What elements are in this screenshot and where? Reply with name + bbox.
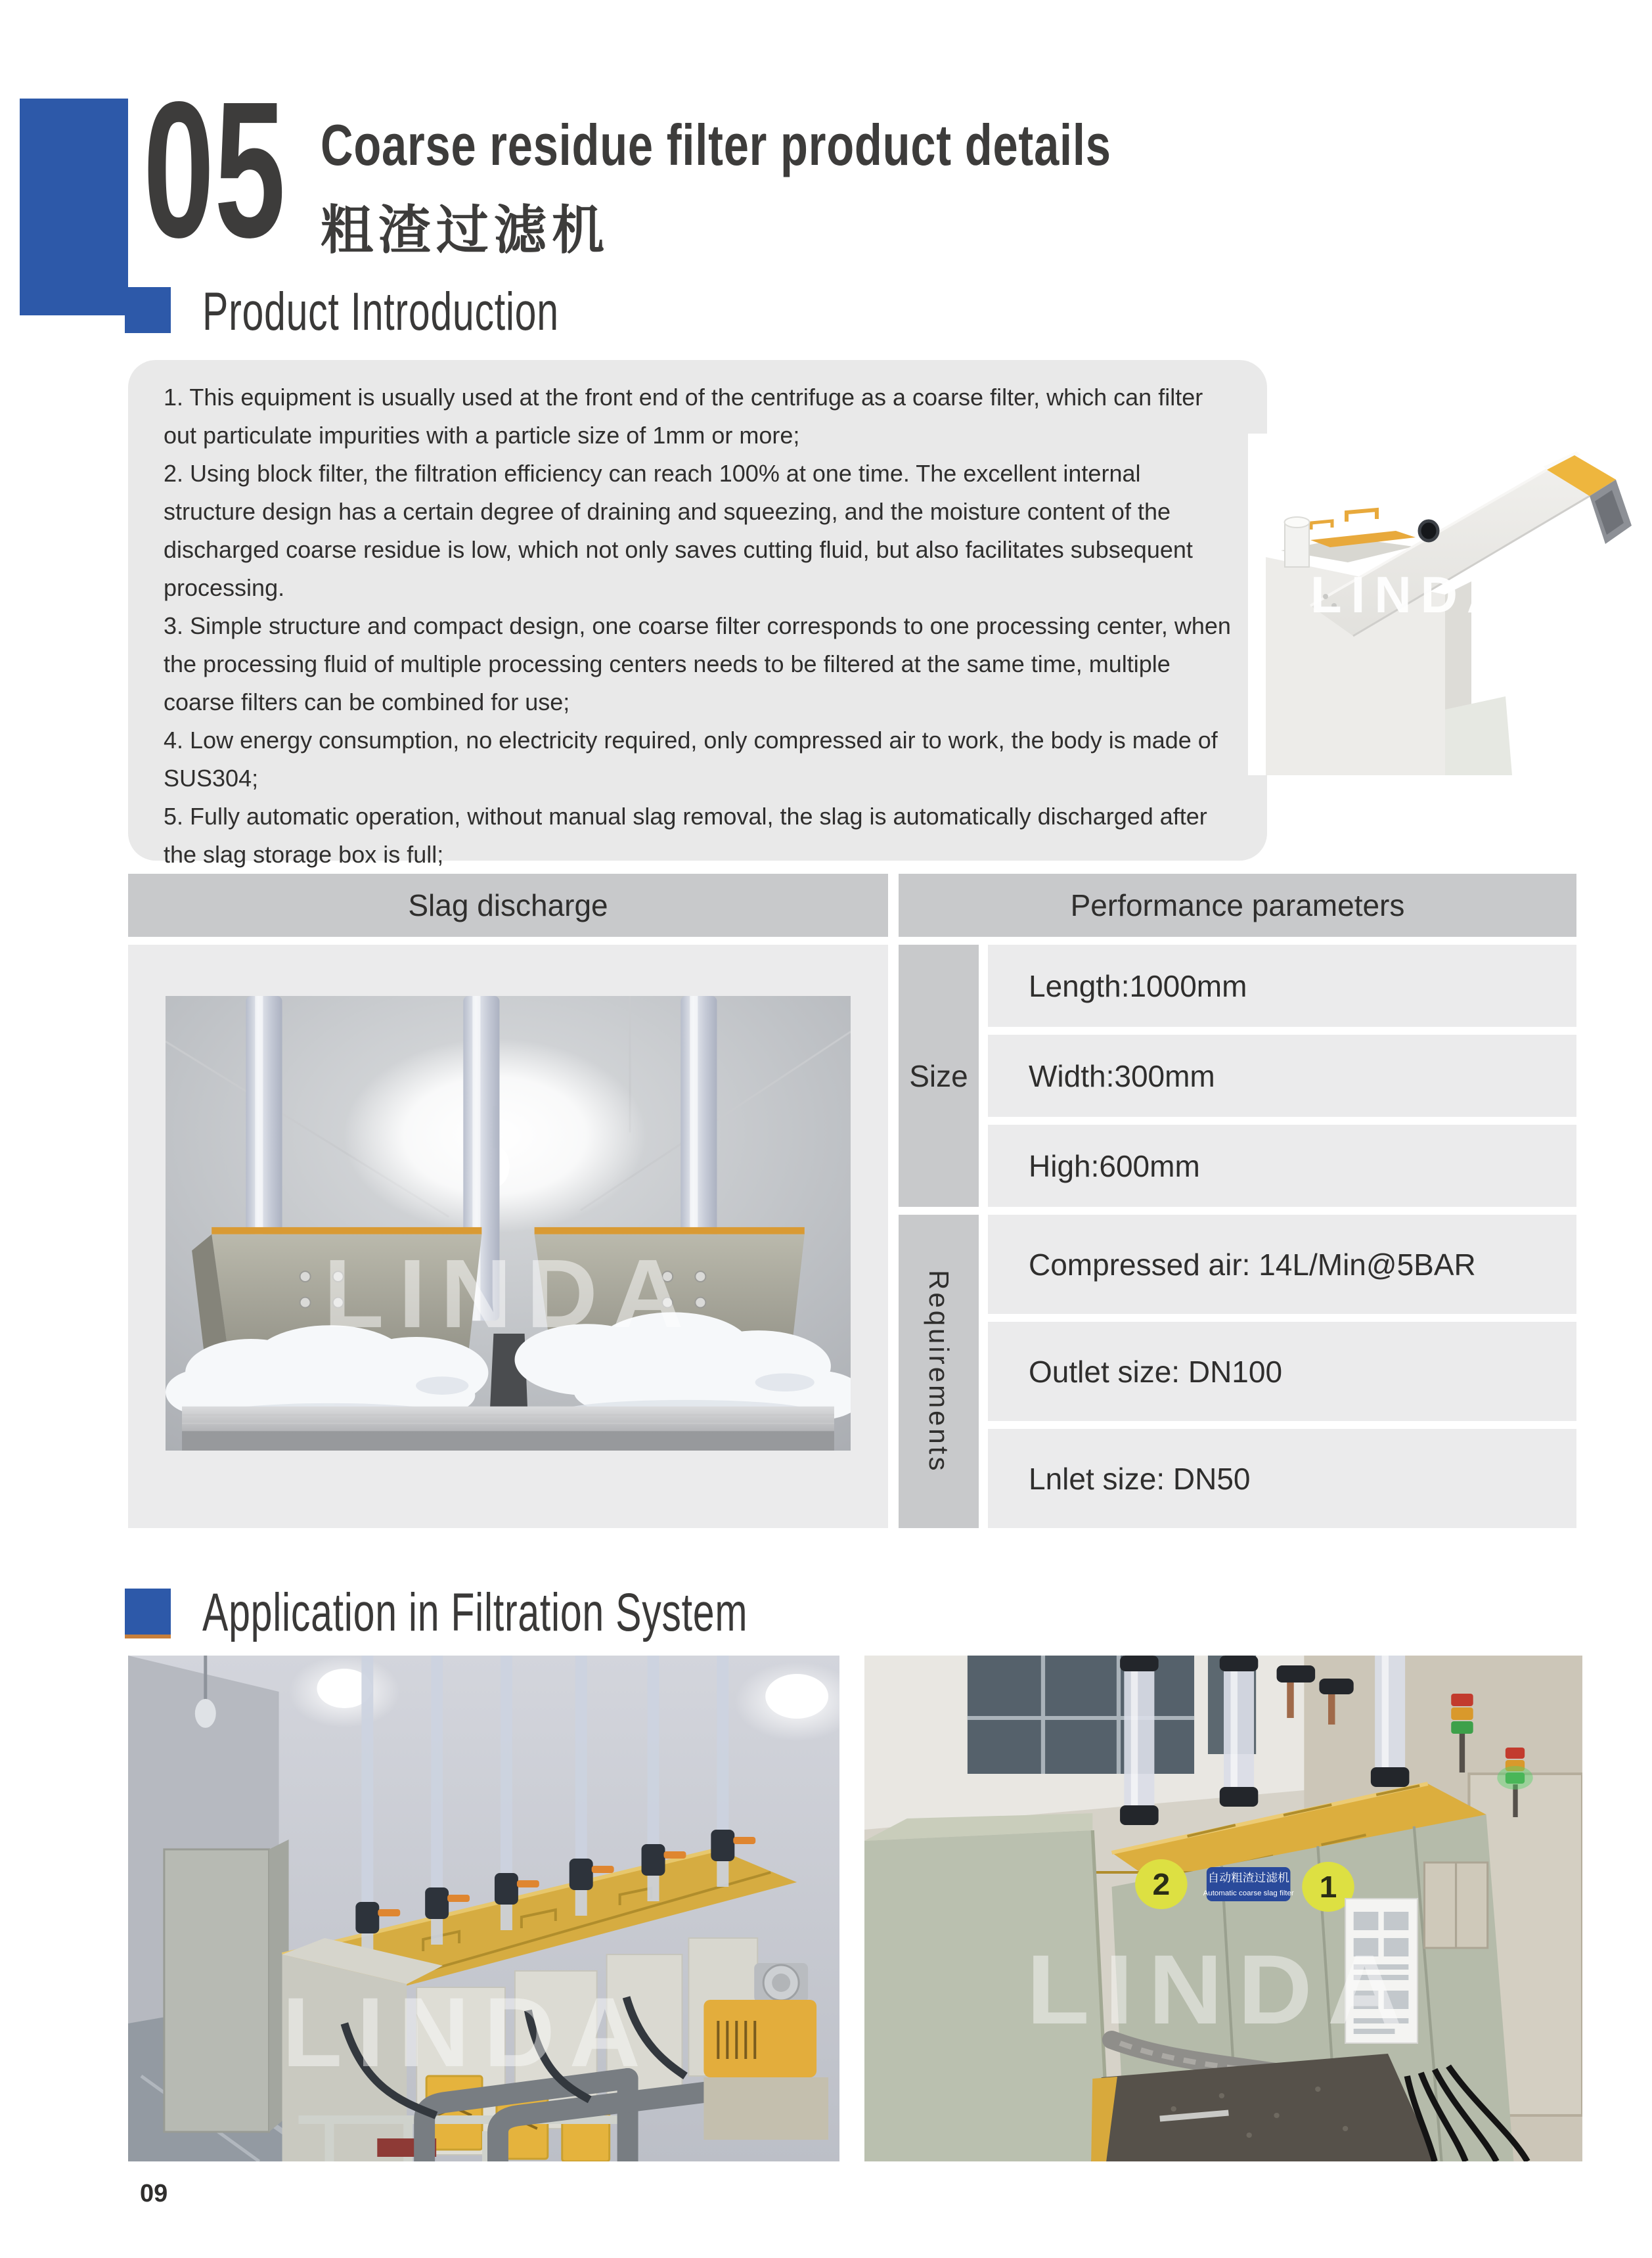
- section-marker: [125, 1589, 171, 1635]
- column-header-slag: [128, 874, 888, 937]
- intro-paragraph: 1. This equipment is usually used at the front end of the centrifuge as a coarse filter, which can filter out particulate impurities with a particle size of 1mm or more;: [164, 384, 1203, 449]
- intro-paragraph: 5. Fully automatic operation, without manual slag removal, the slag is automatically discharged after the slag storage box is full;: [164, 803, 1207, 868]
- column-header-performance: [899, 874, 1576, 937]
- watermark: LINDA: [323, 1239, 698, 1348]
- slag-discharge-photo: [166, 996, 851, 1451]
- table-row-inlet: Lnlet size: DN50: [988, 1429, 1576, 1528]
- application-photo-right: [864, 1656, 1582, 2161]
- badge: 1: [1319, 1869, 1337, 1904]
- size-label: Size: [899, 945, 979, 1207]
- badge: 2: [1152, 1866, 1171, 1901]
- column-header-label: Slag discharge: [408, 888, 608, 922]
- application-photo-right-illustration: [864, 1656, 1582, 2161]
- section-number: 05: [143, 61, 286, 278]
- machine-label-en: Automatic coarse slag filter: [1203, 1889, 1294, 1897]
- product-photo-illustration: [1248, 434, 1636, 775]
- page-subtitle: 粗渣过滤机: [321, 201, 610, 260]
- section-heading-intro: Product Introduction: [202, 282, 559, 342]
- table-row-width: Width:300mm: [988, 1035, 1576, 1117]
- accent-bar: [20, 99, 128, 315]
- watermark: LINDA: [1310, 566, 1513, 623]
- intro-paragraph: 2. Using block filter, the filtration efficiency can reach 100% at one time. The excellent internal structure design has a certain degree of draining and squeezing, and the moisture content of the discharged coarse residue is low, which not only saves cutting fluid, but also facilitates subsequent processing.: [164, 460, 1193, 601]
- watermark: LINDA: [282, 1976, 655, 2088]
- table-row-outlet: Outlet size: DN100: [988, 1322, 1576, 1421]
- application-photo-left: [128, 1656, 839, 2161]
- section-heading-application: Application in Filtration System: [202, 1583, 748, 1642]
- intro-paragraph: 3. Simple structure and compact design, one coarse filter corresponds to one processing center, when the processing fluid of multiple processing centers needs to be filtered at the same time, multiple coarse filters can be combined for use;: [164, 612, 1231, 715]
- column-header-label: Performance parameters: [1070, 888, 1405, 922]
- slag-photo-illustration: [166, 996, 851, 1451]
- page-number: 09: [140, 2180, 168, 2207]
- watermark: LINDA: [1026, 1934, 1418, 2045]
- section-marker-underline: [125, 1635, 171, 1638]
- table-row-high: High:600mm: [988, 1125, 1576, 1207]
- intro-paragraph: 4. Low energy consumption, no electricity required, only compressed air to work, the body is made of SUS304;: [164, 727, 1218, 792]
- application-photo-left-illustration: [128, 1656, 839, 2161]
- intro-box: [128, 360, 1267, 868]
- requirements-label: Requirements: [899, 1215, 979, 1528]
- product-photo: [1248, 434, 1636, 775]
- machine-label-cn: 自动粗渣过滤机: [1207, 1871, 1289, 1884]
- table-row-length: Length:1000mm: [988, 945, 1576, 1027]
- table-row-compressed-air: Compressed air: 14L/Min@5BAR: [988, 1215, 1576, 1314]
- page-title: Coarse residue filter product details: [321, 112, 1111, 177]
- section-marker: [125, 287, 171, 333]
